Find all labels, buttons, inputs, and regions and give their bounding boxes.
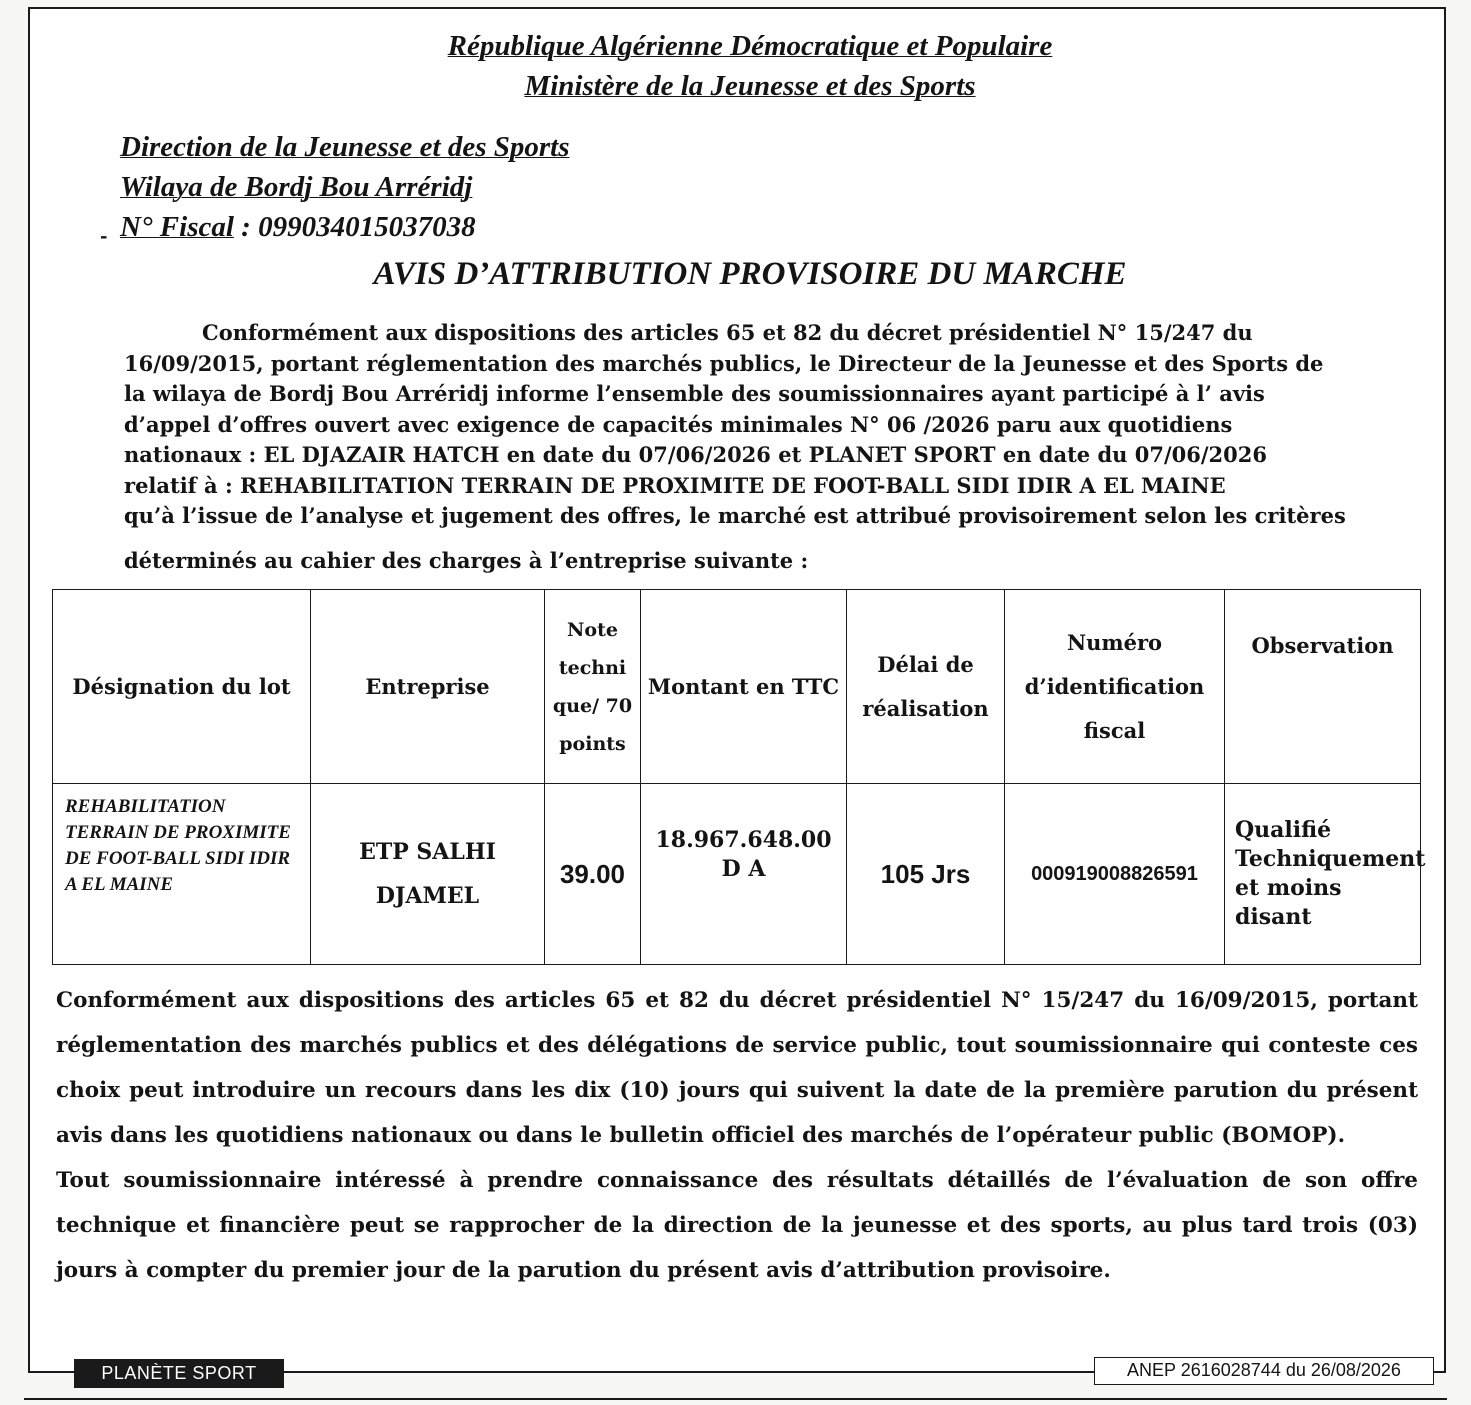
intro-line: relatif à : REHABILITATION TERRAIN DE PROXIMITE DE FOOT-BALL SIDI IDIR A EL MAINE: [124, 472, 1226, 498]
closing-paragraph-results: Tout soumissionnaire intéressé à prendre connaissance des résultats détaillés de l’évaluation de son offre technique et financière peut se rapprocher de la direction de la jeunesse et des sports, au plus tard trois (03) jours à compter du premier jour de la parution du présent avis d’attribution provisoire.: [56, 1168, 1418, 1283]
closing-paragraph-recourse: Conformément aux dispositions des articles 65 et 82 du décret présidentiel N° 15/247 du 16/09/2015, portant réglementation des marchés publics et des délégations de service public, tout soumissionnaire qui conteste ces choix peut introduire un recours dans les dix (10) jours qui suivent la date de la première parution du présent avis dans les quotidiens nationaux ou dans le bulletin officiel des marchés de l’opérateur public (BOMOP).: [56, 988, 1418, 1148]
cell-observation: Qualifié Techniquement et moins disant: [1225, 784, 1421, 965]
intro-paragraph: [124, 318, 1414, 576]
header-note: Note techni que/ 70 points: [545, 590, 641, 784]
fiscal-value: : 099034015037038: [233, 211, 476, 243]
cell-montant: 18.967.648.00 D A: [641, 784, 847, 965]
intro-line: Conformément aux dispositions des articles 65 et 82 du décret présidentiel N° 15/247 du: [202, 320, 1253, 345]
direction-heading: Direction de la Jeunesse et des Sports: [120, 131, 570, 163]
cell-note: 39.00: [545, 784, 641, 965]
intro-line: déterminés au cahier des charges à l’entreprise suivante :: [124, 547, 809, 573]
attribution-table: [52, 589, 1426, 965]
intro-line: d’appel d’offres ouvert avec exigence de capacités minimales N° 06 /2026 paru aux quotidiens: [124, 411, 1233, 437]
header-entreprise: Entreprise: [311, 590, 545, 784]
table-header-row: [53, 590, 1421, 784]
publication-label: PLANÈTE SPORT: [74, 1359, 284, 1388]
header-designation: Désignation du lot: [53, 590, 311, 784]
intro-line: qu’à l’issue de l’analyse et jugement des offres, le marché est attribué provisoirement selon les critères: [124, 503, 1346, 528]
intro-line: la wilaya de Bordj Bou Arréridj informe l’ensemble des soumissionnaires ayant participé à l’ avis: [124, 381, 1265, 406]
cell-entreprise: ETP SALHI DJAMEL: [311, 784, 545, 965]
intro-line: 16/09/2015, portant réglementation des marchés publics, le Directeur de la Jeunesse et des Sports de: [124, 350, 1324, 376]
intro-line: nationaux : EL DJAZAIR HATCH en date du 07/06/2026 et PLANET SPORT en date du 07/06/2026: [124, 442, 1267, 467]
wilaya-heading: Wilaya de Bordj Bou Arréridj: [120, 171, 473, 203]
cell-nif: 000919008826591: [1005, 784, 1225, 965]
fiscal-number: [120, 211, 476, 244]
fiscal-label: N° Fiscal: [120, 211, 234, 243]
bottom-rule: [24, 1398, 1447, 1400]
header-observation: Observation: [1225, 590, 1421, 784]
cell-designation: REHABILITATION TERRAIN DE PROXIMITE DE FOOT-BALL SIDI IDIR A EL MAINE: [53, 784, 311, 965]
table-row: [53, 784, 1421, 965]
notice-title: AVIS D’ATTRIBUTION PROVISOIRE DU MARCHE: [373, 256, 1127, 292]
stray-mark: -: [100, 226, 108, 247]
ministry-heading: Ministère de la Jeunesse et des Sports: [524, 70, 976, 102]
header-delai: Délai de réalisation: [847, 590, 1005, 784]
closing-text: [56, 978, 1418, 1293]
republic-heading: République Algérienne Démocratique et Populaire: [447, 30, 1053, 62]
header-montant: Montant en TTC: [641, 590, 847, 784]
header-nif: Numéro d’identification fiscal: [1005, 590, 1225, 784]
anep-reference: ANEP 2616028744 du 26/08/2026: [1094, 1357, 1434, 1385]
cell-delai: 105 Jrs: [847, 784, 1005, 965]
